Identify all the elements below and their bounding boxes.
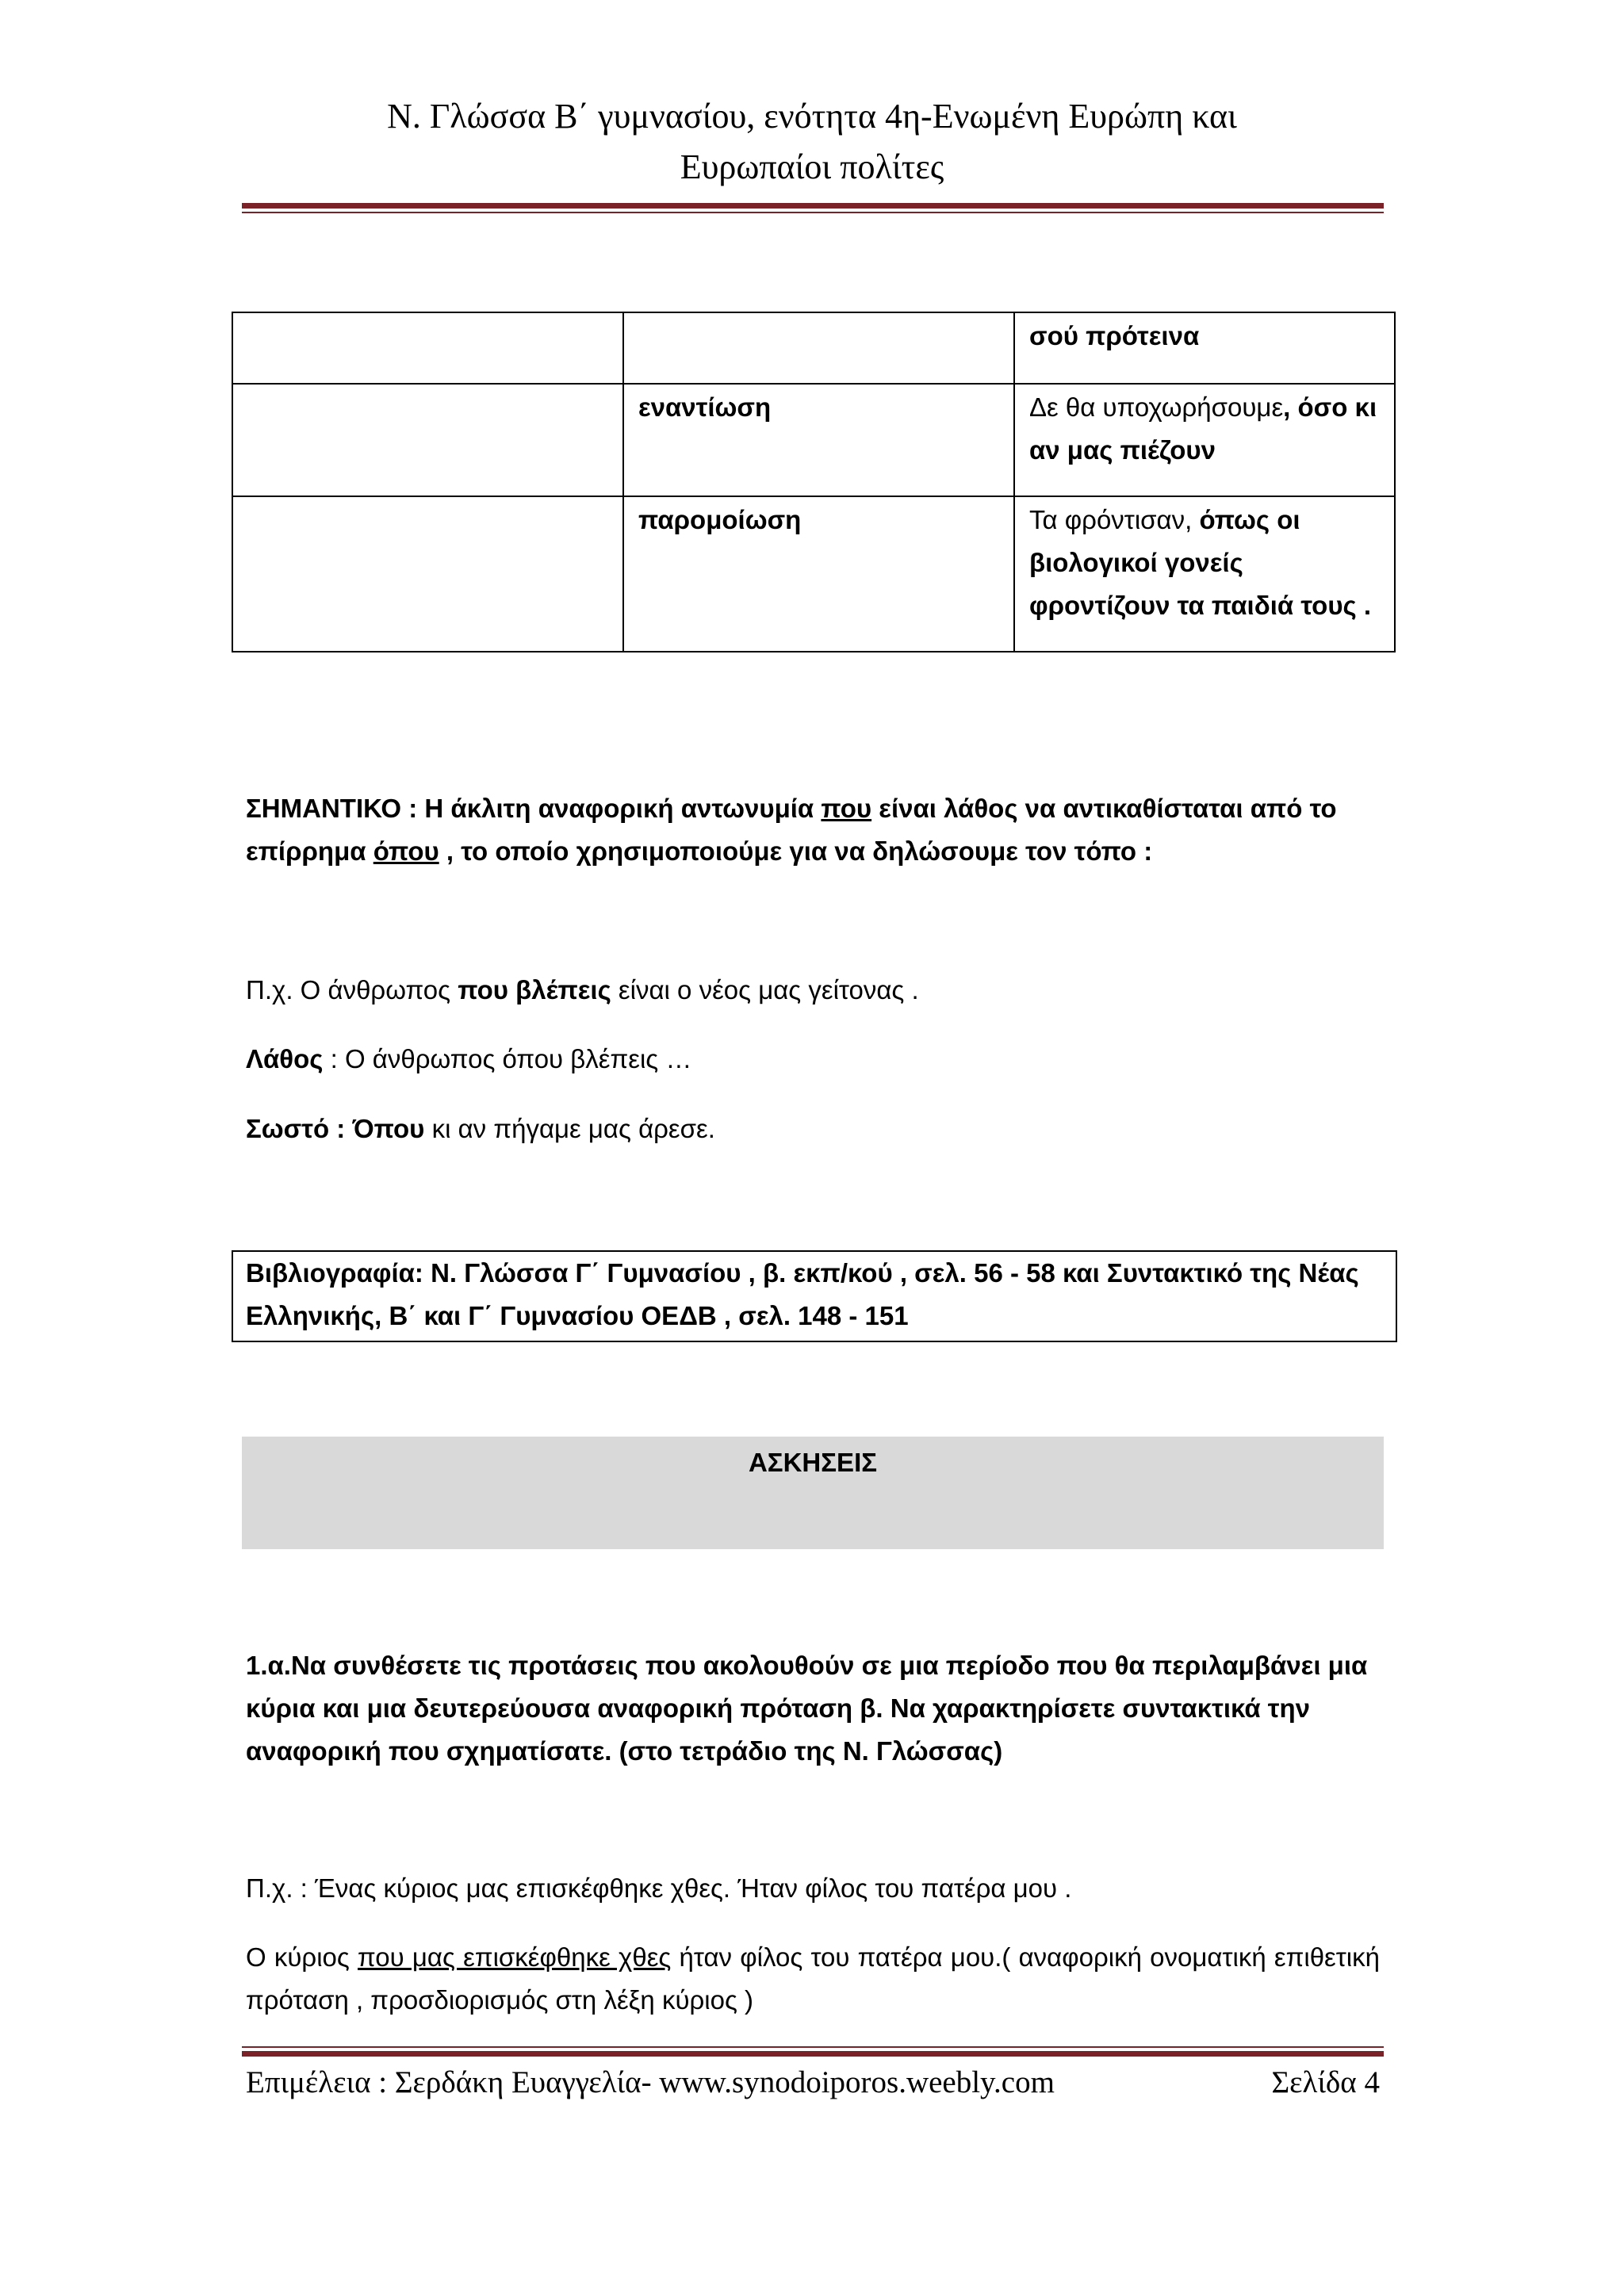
clause-type-label: εναντίωση — [623, 384, 1014, 496]
table-cell — [1014, 384, 1395, 496]
example-text-bold: όπως οι βιολογικοί γονείς φροντίζουν τα παιδιά τους . — [1029, 505, 1372, 620]
important-text: ΣΗΜΑΝΤΙΚΟ : Η άκλιτη αναφορική αντωνυμία — [246, 794, 822, 823]
footer-rule-thin — [242, 2046, 1384, 2048]
page-number: Σελίδα 4 — [1271, 2065, 1380, 2099]
header-title-line-1: Ν. Γλώσσα Β΄ γυμνασίου, ενότητα 4η-Ενωμένη Ευρώπη και — [387, 97, 1237, 136]
wrong-label: Λάθος — [246, 1044, 324, 1073]
right-text: κι αν πήγαμε μας άρεσε. — [424, 1114, 715, 1143]
important-word-opou: όπου — [373, 836, 439, 866]
important-text: είναι λάθος να αντικαθίσταται από το επίρρημα — [246, 794, 1337, 866]
example-text: Δε θα υποχωρήσουμε — [1029, 392, 1284, 422]
table-row — [232, 312, 1395, 384]
example-text: Τα φρόντισαν, — [1029, 505, 1200, 534]
header-title-line-2: Ευρωπαίοι πολίτες — [680, 147, 944, 186]
exercise-example-line: Π.χ. : Ένας κύριος μας επισκέφθηκε χθες. Ήταν φίλος του πατέρα μου . — [246, 1873, 1072, 1903]
table-cell — [232, 312, 623, 384]
bibliography-box: Βιβλιογραφία: Ν. Γλώσσα Γ΄ Γυμνασίου , β. εκπ/κού , σελ. 56 - 58 και Συντακτικό της Νέας Ελληνικής, Β΄ και Γ΄ Γυμνασίου ΟΕΔΒ , σελ. 148 - 151 — [232, 1250, 1397, 1342]
right-label: Σωστό : Όπου — [246, 1114, 425, 1143]
table-cell — [623, 312, 1014, 384]
table-row — [232, 384, 1395, 496]
exercises-title: ΑΣΚΗΣΕΙΣ — [748, 1448, 878, 1477]
table-cell — [1014, 496, 1395, 652]
right-example-line — [246, 1108, 1380, 1150]
example-prefix: Π.χ. Ο άνθρωπος — [246, 975, 458, 1004]
example-bold: που βλέπεις — [458, 975, 611, 1004]
table-cell — [232, 384, 623, 496]
exercises-header-box — [242, 1437, 1384, 1549]
example-suffix: είναι ο νέος μας γείτονας . — [611, 975, 919, 1004]
exercise-answer — [246, 1936, 1380, 2022]
important-text: , το οποίο χρησιμοποιούμε για να δηλώσουμε τον τόπο : — [439, 836, 1153, 866]
footer-rule-thick — [242, 2051, 1384, 2057]
example-text-bold: σού πρότεινα — [1029, 321, 1200, 350]
wrong-text: : Ο άνθρωπος όπου βλέπεις … — [323, 1044, 692, 1073]
header-rule-thin — [242, 212, 1384, 213]
table-cell — [1014, 312, 1395, 384]
wrong-example-line — [246, 1038, 1380, 1081]
answer-suffix: ήταν φίλος του πατέρα μου.( αναφορική ονοματική επιθετική πρόταση , προσδιορισμός στη λέξη κύριος ) — [246, 1942, 1380, 2015]
important-word-pou: που — [821, 794, 872, 823]
table-cell — [232, 496, 623, 652]
header-rule-thick — [242, 203, 1384, 209]
answer-relative-clause: που μας επισκέφθηκε χθες — [358, 1942, 672, 1972]
example-text-bold: , όσο κι αν μας πιέζουν — [1029, 392, 1377, 465]
content-table — [232, 312, 1396, 652]
footer-credit: Επιμέλεια : Σερδάκη Ευαγγελία- www.synodoiporos.weebly.com — [246, 2065, 1055, 2099]
page-header — [238, 91, 1386, 193]
answer-prefix: Ο κύριος — [246, 1942, 358, 1972]
clause-type-label: παρομοίωση — [623, 496, 1014, 652]
example-line — [246, 969, 1380, 1012]
important-note — [246, 787, 1380, 873]
table-row — [232, 496, 1395, 652]
exercise-instruction: 1.α.Να συνθέσετε τις προτάσεις που ακολουθούν σε μια περίοδο που θα περιλαμβάνει μια κύρια και μια δευτερεύουσα αναφορική πρόταση β. Να χαρακτηρίσετε συντακτικά την αναφορική που σχηματίσατε. (στο τετράδιο της Ν. Γλώσσας) — [246, 1651, 1368, 1766]
